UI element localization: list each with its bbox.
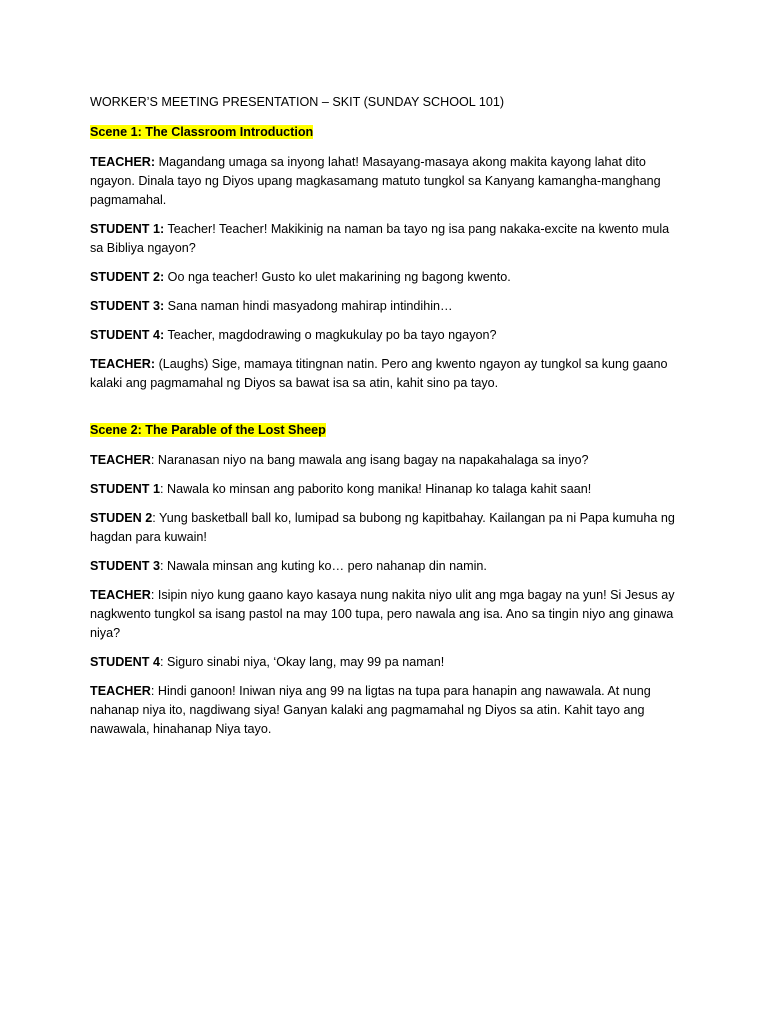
dialogue-text: Teacher, magdodrawing o magkukulay po ba tayo ngayon? — [164, 328, 497, 342]
scene-1 — [90, 123, 680, 393]
speaker-label: TEACHER — [90, 453, 151, 467]
speaker-label: STUDENT 3: — [90, 299, 165, 313]
dialogue-line — [90, 586, 680, 643]
dialogue-line — [90, 451, 680, 470]
dialogue-line — [90, 653, 680, 672]
speaker-label: TEACHER: — [90, 357, 156, 371]
dialogue-text: Sana naman hindi masyadong mahirap intindihin… — [164, 299, 453, 313]
speaker-label: TEACHER — [90, 684, 151, 698]
dialogue-line — [90, 480, 680, 499]
dialogue-line — [90, 297, 680, 316]
scene-spacer — [90, 403, 680, 421]
dialogue-line — [90, 557, 680, 576]
dialogue-line — [90, 326, 680, 345]
speaker-label: TEACHER: — [90, 155, 156, 169]
dialogue-text: Oo nga teacher! Gusto ko ulet makarining ng bagong kwento. — [164, 270, 511, 284]
dialogue-text: : Nawala ko minsan ang paborito kong manika! Hinanap ko talaga kahit saan! — [159, 482, 592, 496]
dialogue-text: : Nawala minsan ang kuting ko… pero nahanap din namin. — [159, 559, 487, 573]
speaker-label: STUDENT 1 — [90, 482, 160, 496]
speaker-label: TEACHER — [90, 588, 151, 602]
dialogue-text: : Yung basketball ball ko, lumipad sa bubong ng kapitbahay. Kailangan pa ni Papa kumuha ng hagdan para kuwain! — [90, 511, 675, 544]
document-title: WORKER’S MEETING PRESENTATION – SKIT (SUNDAY SCHOOL 101) — [90, 95, 505, 109]
speaker-label: STUDENT 4: — [90, 328, 165, 342]
dialogue-line — [90, 220, 680, 258]
dialogue-line — [90, 682, 680, 739]
speaker-label: STUDENT 1: — [90, 222, 165, 236]
dialogue-text: : Siguro sinabi niya, ‘Okay lang, may 99 pa naman! — [159, 655, 445, 669]
dialogue-line — [90, 153, 680, 210]
dialogue-text: Teacher! Teacher! Makikinig na naman ba tayo ng isa pang nakaka-excite na kwento mula sa Bibliya ngayon? — [90, 222, 670, 255]
document-page — [90, 93, 680, 749]
speaker-label: STUDENT 2: — [90, 270, 165, 284]
dialogue-line — [90, 268, 680, 287]
speaker-label: STUDENT 4 — [90, 655, 160, 669]
scene-heading-text: Scene 2: The Parable of the Lost Sheep — [90, 423, 326, 437]
speaker-label: STUDENT 3 — [90, 559, 160, 573]
dialogue-text: : Isipin niyo kung gaano kayo kasaya nung nakita niyo ulit ang mga bagay na yun! Si Jesus ay nagkwento tungkol sa isang pastol na may 100 tupa, pero nawala ang isa. Ano sa tingin niyo ang ginawa niya? — [90, 588, 675, 640]
scene-heading-text: Scene 1: The Classroom Introduction — [90, 125, 314, 139]
scene-heading — [90, 421, 680, 440]
scene-heading — [90, 123, 680, 142]
dialogue-text: (Laughs) Sige, mamaya titingnan natin. Pero ang kwento ngayon ay tungkol sa kung gaano kalaki ang pagmamahal ng Diyos sa bawat isa sa atin, kahit sino pa tayo. — [90, 357, 668, 390]
scene-2 — [90, 421, 680, 739]
dialogue-text: : Hindi ganoon! Iniwan niya ang 99 na ligtas na tupa para hanapin ang nawawala. At nung nahanap niya ito, nagdiwang siya! Ganyan kalaki ang pagmamahal ng Diyos sa atin. Kahit tayo ang nawawala, hinahanap Niya tayo. — [90, 684, 651, 736]
speaker-label: STUDEN 2 — [90, 511, 153, 525]
dialogue-line — [90, 355, 680, 393]
dialogue-line — [90, 509, 680, 547]
dialogue-text: Magandang umaga sa inyong lahat! Masayang-masaya akong makita kayong lahat dito ngayon. Dinala tayo ng Diyos upang magkasamang matuto tungkol sa Kanyang kamangha-manghang pagmamahal. — [90, 155, 661, 207]
dialogue-text: : Naranasan niyo na bang mawala ang isang bagay na napakahalaga sa inyo? — [150, 453, 589, 467]
